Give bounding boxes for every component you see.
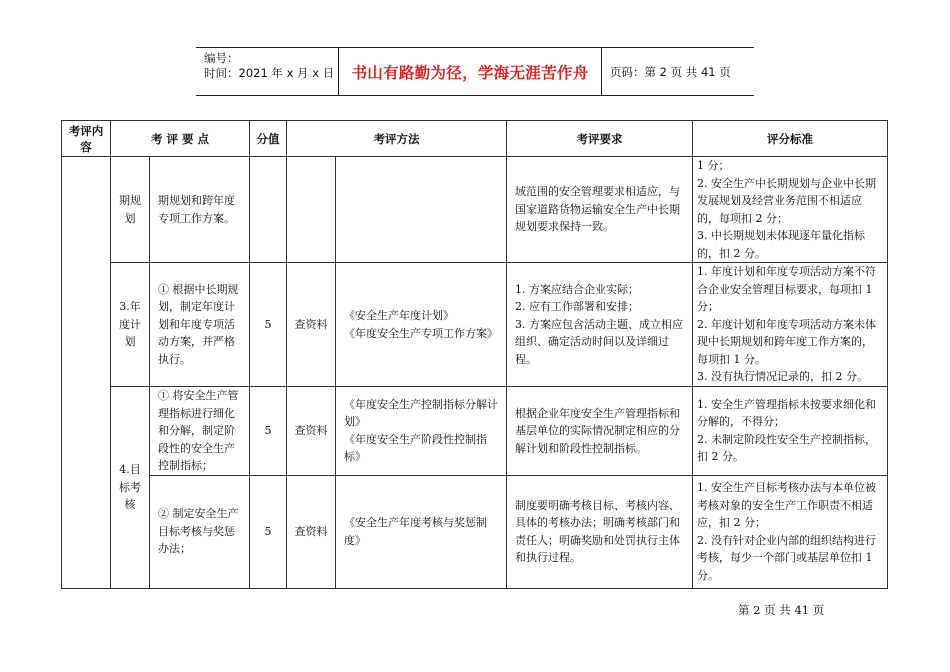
score-cell [250, 157, 287, 263]
table-row [62, 157, 888, 263]
table-row [62, 387, 888, 476]
category-cell: 4.目标考核 [111, 387, 150, 589]
header-standard: 评分标准 [693, 121, 888, 157]
standard-line: 2. 安全生产中长期规划与企业中长期发展规划及经营业务范围不相适应的，每项扣 2 分； [697, 176, 877, 225]
table-row [62, 475, 888, 588]
header-score: 分值 [250, 121, 287, 157]
requirement-line: 根据企业年度安全生产管理指标和基层单位的实际情况制定相应的分解计划和阶段性控制指标。 [515, 406, 681, 455]
header-slogan: 书山有路勤为径，学海无涯苦作舟 [338, 48, 602, 95]
doc-line: 《年度安全生产控制指标分解计划》 [344, 397, 499, 429]
table-header-row [62, 121, 888, 157]
standard-line: 2. 未制定阶段性安全生产控制指标，扣 2 分。 [697, 432, 877, 464]
method-cell: 查资料 [287, 263, 336, 387]
header-points: 考 评 要 点 [111, 121, 250, 157]
point-cell: 期规划和跨年度专项工作方案。 [150, 157, 250, 263]
standard-line: 2. 没有针对企业内部的组织结构进行考核，每少一个部门或基层单位扣 1 分。 [697, 533, 877, 582]
doc-line: 《年度安全生产专项工作方案》 [344, 326, 499, 340]
page-footer: 第 2 页 共 41 页 [738, 603, 825, 617]
requirement-line: 域范围的安全管理要求相适应，与国家道路货物运输安全生产中长期规划要求保持一致。 [515, 185, 681, 234]
score-cell: 5 [250, 475, 287, 588]
document-time: 时间：2021 年 x 月 x 日 [204, 66, 335, 80]
standard-line: 1. 安全生产目标考核办法与本单位被考核对象的安全生产工作职责不相适应，扣 2 分； [697, 481, 877, 529]
assessment-table [61, 120, 888, 589]
content-cell [62, 157, 111, 589]
table-row [62, 263, 888, 387]
method-cell: 查资料 [287, 387, 336, 476]
standard-cell [693, 157, 888, 263]
standard-line: 1 分； [697, 159, 730, 172]
point-cell: ② 制定安全生产目标考核与奖惩办法； [150, 475, 250, 588]
header-method: 考评方法 [287, 121, 507, 157]
document-number-label: 编号： [204, 51, 239, 65]
category-cell: 期规划 [111, 157, 150, 263]
header-page-info: 页码：第 2 页 共 41 页 [610, 64, 731, 79]
requirement-line: 制度要明确考核目标、考核内容、具体的考核办法；明确考核部门和责任人；明确奖励和处罚执行主体和执行过程。 [515, 498, 681, 564]
standard-cell [693, 475, 888, 588]
docs-cell [336, 157, 507, 263]
requirement-line: 3. 方案应包含活动主题、成立相应组织、确定活动时间以及详细过程。 [515, 317, 684, 366]
header-content: 考评内容 [62, 121, 111, 157]
doc-line: 《安全生产年度考核与奖惩制度》 [344, 516, 488, 547]
method-cell [287, 157, 336, 263]
requirement-line: 2. 应有工作部署和安排； [515, 300, 640, 314]
standard-cell [693, 263, 888, 387]
docs-cell [336, 263, 507, 387]
header-requirement: 考评要求 [507, 121, 693, 157]
score-cell: 5 [250, 263, 287, 387]
method-cell: 查资料 [287, 475, 336, 588]
standard-line: 1. 年度计划和年度专项活动方案不符合企业安全管理目标要求，每项扣 1 分； [697, 265, 877, 314]
page-header [196, 47, 754, 96]
standard-line: 2. 年度计划和年度专项活动方案未体现中长期规划和跨年度工作方案的，每项扣 1 分。 [697, 317, 877, 366]
docs-cell [336, 387, 507, 476]
standard-cell [693, 387, 888, 476]
requirement-cell [507, 263, 693, 387]
requirement-cell [507, 157, 693, 263]
point-cell: ① 将安全生产管理指标进行细化和分解，制定阶段性的安全生产控制指标； [150, 387, 250, 476]
requirement-cell [507, 387, 693, 476]
category-cell: 3.年度计划 [111, 263, 150, 387]
requirement-line: 1. 方案应结合企业实际； [515, 282, 640, 296]
docs-cell [336, 475, 507, 588]
standard-line: 3. 没有执行情况记录的，扣 2 分。 [697, 370, 868, 384]
standard-line: 3. 中长期规划未体现逐年量化指标的，扣 2 分。 [697, 229, 866, 260]
requirement-cell [507, 475, 693, 588]
doc-line: 《安全生产年度计划》 [344, 309, 455, 322]
doc-line: 《年度安全生产阶段性控制指标》 [344, 432, 488, 464]
standard-line: 1. 安全生产管理指标未按要求细化和分解的，不得分； [697, 397, 877, 429]
score-cell: 5 [250, 387, 287, 476]
header-meta [196, 48, 338, 95]
point-cell: ① 根据中长期规划，制定年度计划和年度专项活动方案，并严格执行。 [150, 263, 250, 387]
